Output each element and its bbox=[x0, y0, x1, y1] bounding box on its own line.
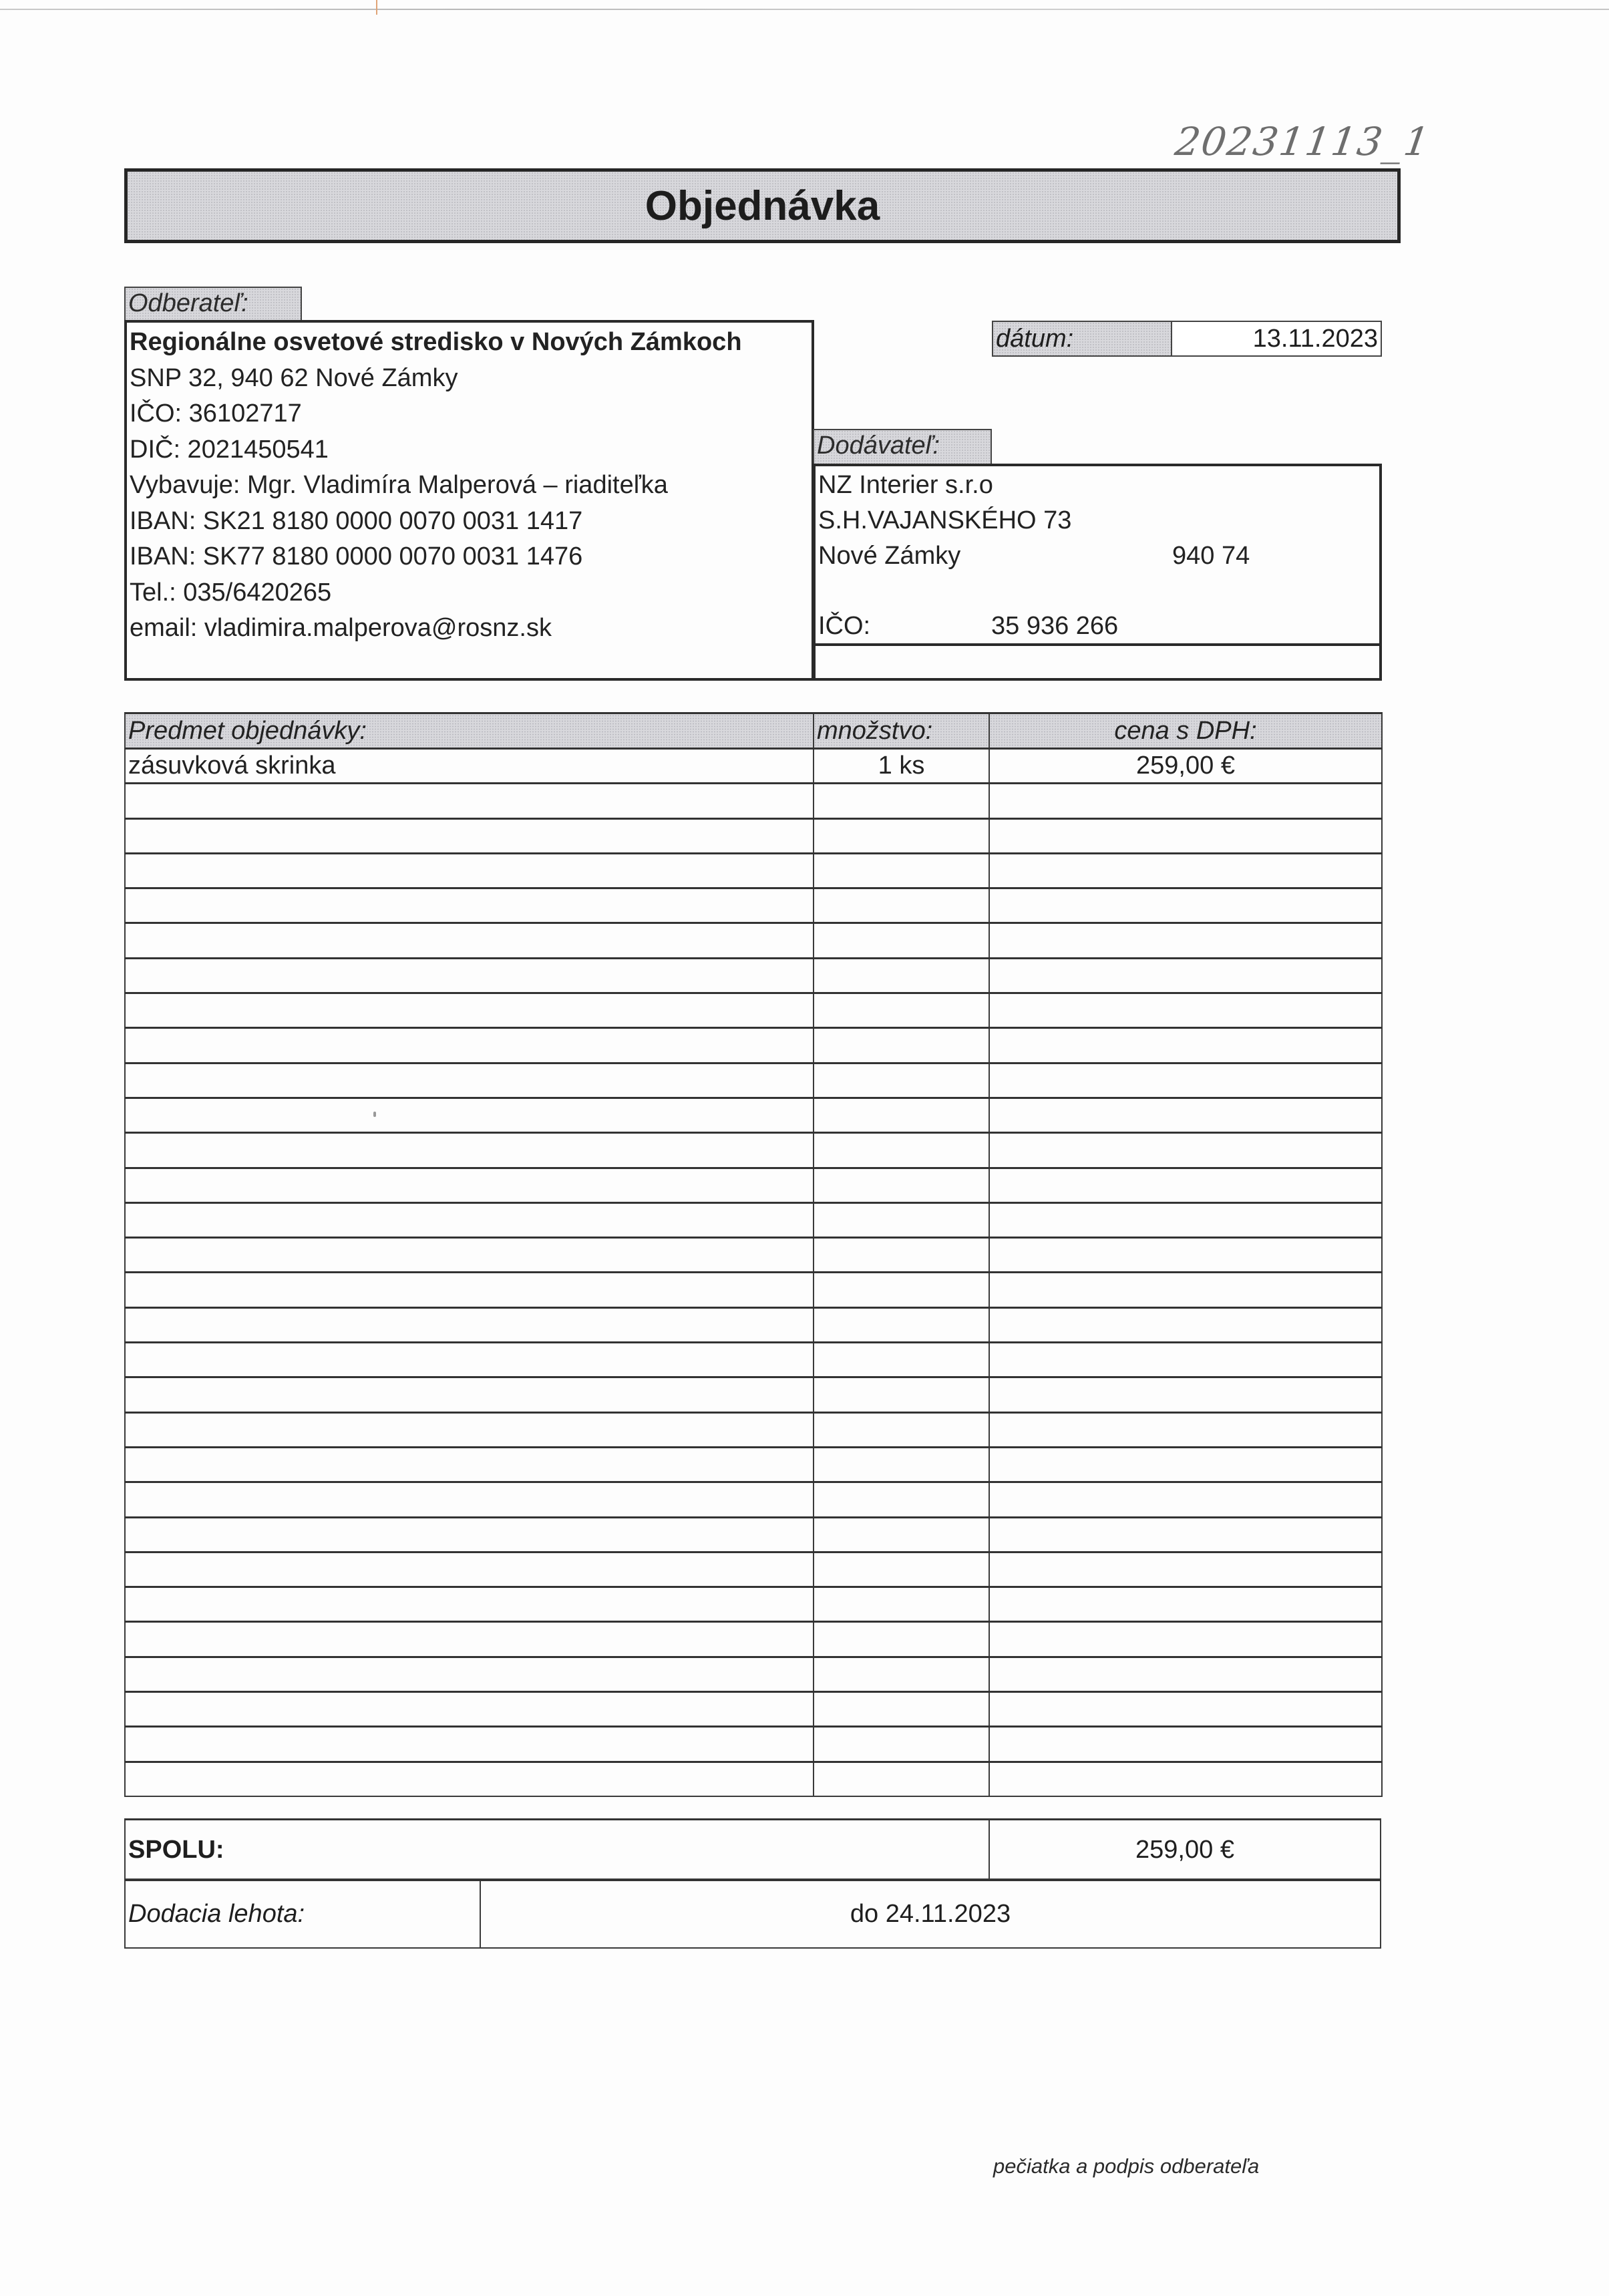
order-item-quantity-empty bbox=[814, 1412, 989, 1447]
order-item-quantity-empty bbox=[814, 1377, 989, 1412]
order-item-row-empty bbox=[125, 1762, 1382, 1796]
odberatel-iban-1: IBAN: SK21 8180 0000 0070 0031 1417 bbox=[130, 506, 583, 535]
datum-value: 13.11.2023 bbox=[1172, 322, 1381, 355]
order-item-row-empty bbox=[125, 1657, 1382, 1691]
order-item-row-empty bbox=[125, 1377, 1382, 1412]
order-item-row-empty bbox=[125, 993, 1382, 1028]
order-item-price-empty bbox=[989, 1692, 1382, 1727]
order-item-quantity-empty bbox=[814, 1133, 989, 1168]
order-item-quantity: 1 ks bbox=[814, 749, 989, 784]
odberatel-contact-person: Vybavuje: Mgr. Vladimíra Malperová – riaditeľka bbox=[130, 471, 668, 499]
odberatel-phone: Tel.: 035/6420265 bbox=[130, 578, 332, 607]
order-item-quantity-empty bbox=[814, 888, 989, 923]
order-item-quantity-empty bbox=[814, 784, 989, 818]
order-item-price-empty bbox=[989, 1447, 1382, 1482]
order-item-name-empty bbox=[125, 853, 814, 888]
order-item-quantity-empty bbox=[814, 1307, 989, 1342]
order-item-price-empty bbox=[989, 1517, 1382, 1552]
order-item-name-empty bbox=[125, 1098, 814, 1132]
header-price: cena s DPH: bbox=[989, 713, 1382, 749]
order-item-name-empty bbox=[125, 1482, 814, 1517]
order-item-price-empty bbox=[989, 1202, 1382, 1237]
order-item-price-empty bbox=[989, 958, 1382, 993]
order-item-row-empty bbox=[125, 1447, 1382, 1482]
order-item-row-empty bbox=[125, 1622, 1382, 1657]
order-item-price-empty bbox=[989, 1377, 1382, 1412]
order-item-quantity-empty bbox=[814, 1447, 989, 1482]
order-item-name-empty bbox=[125, 1727, 814, 1762]
order-item-price-empty bbox=[989, 1307, 1382, 1342]
document-title-banner bbox=[124, 168, 1401, 243]
scan-edge-mark bbox=[376, 0, 377, 15]
order-item-row-empty bbox=[125, 1552, 1382, 1587]
order-item-price-empty bbox=[989, 888, 1382, 923]
order-item-row-empty bbox=[125, 1727, 1382, 1762]
delivery-deadline-label: Dodacia lehota: bbox=[126, 1881, 481, 1947]
order-item-row-empty bbox=[125, 1517, 1382, 1552]
header-quantity: množstvo: bbox=[814, 713, 989, 749]
dodavatel-name: NZ Interier s.r.o bbox=[818, 471, 993, 499]
order-item-price-empty bbox=[989, 1762, 1382, 1796]
order-item-row-empty bbox=[125, 784, 1382, 818]
order-item-row bbox=[125, 749, 1382, 784]
header-item: Predmet objednávky: bbox=[125, 713, 814, 749]
order-item-quantity-empty bbox=[814, 923, 989, 958]
dodavatel-box-divider bbox=[816, 643, 1379, 646]
order-item-quantity-empty bbox=[814, 1202, 989, 1237]
order-item-price-empty bbox=[989, 1552, 1382, 1587]
order-item-name-empty bbox=[125, 993, 814, 1028]
datum-field bbox=[992, 321, 1382, 357]
order-item-row-empty bbox=[125, 1273, 1382, 1307]
odberatel-dic: DIČ: 2021450541 bbox=[130, 435, 329, 464]
total-label: SPOLU: bbox=[126, 1820, 990, 1878]
order-item-name-empty bbox=[125, 1377, 814, 1412]
order-item-name-empty bbox=[125, 1517, 814, 1552]
order-item-row-empty bbox=[125, 1168, 1382, 1202]
order-item-name-empty bbox=[125, 1692, 814, 1727]
order-item-row-empty bbox=[125, 958, 1382, 993]
odberatel-label: Odberateľ: bbox=[124, 287, 302, 320]
order-item-price-empty bbox=[989, 1098, 1382, 1132]
order-item-quantity-empty bbox=[814, 1098, 989, 1132]
order-item-name-empty bbox=[125, 818, 814, 853]
order-item-name-empty bbox=[125, 1238, 814, 1273]
dodavatel-street: S.H.VAJANSKÉHO 73 bbox=[818, 506, 1072, 534]
order-item-row-empty bbox=[125, 1133, 1382, 1168]
order-item-name-empty bbox=[125, 923, 814, 958]
order-item-price-empty bbox=[989, 923, 1382, 958]
order-item-row-empty bbox=[125, 888, 1382, 923]
odberatel-details-box bbox=[124, 320, 814, 681]
order-item-name-empty bbox=[125, 784, 814, 818]
dodavatel-details-box bbox=[813, 464, 1382, 681]
order-item-name-empty bbox=[125, 1622, 814, 1657]
order-item-row-empty bbox=[125, 1238, 1382, 1273]
order-item-row-empty bbox=[125, 1098, 1382, 1132]
order-item-name-empty bbox=[125, 1447, 814, 1482]
order-item-quantity-empty bbox=[814, 993, 989, 1028]
order-item-price-empty bbox=[989, 1587, 1382, 1622]
order-item-price-empty bbox=[989, 1622, 1382, 1657]
dodavatel-city: Nové Zámky bbox=[818, 542, 961, 570]
order-item-quantity-empty bbox=[814, 1273, 989, 1307]
order-item-price-empty bbox=[989, 1343, 1382, 1377]
order-item-quantity-empty bbox=[814, 1482, 989, 1517]
order-item-row-empty bbox=[125, 1202, 1382, 1237]
order-item-row-empty bbox=[125, 1028, 1382, 1063]
order-item-price-empty bbox=[989, 1482, 1382, 1517]
order-item-name-empty bbox=[125, 1273, 814, 1307]
order-item-name: zásuvková skrinka bbox=[125, 749, 814, 784]
order-item-quantity-empty bbox=[814, 958, 989, 993]
order-item-quantity-empty bbox=[814, 1028, 989, 1063]
dodavatel-postal-code: 940 74 bbox=[1172, 542, 1250, 570]
order-item-name-empty bbox=[125, 1168, 814, 1202]
signature-stamp-note: pečiatka a podpis odberateľa bbox=[993, 2154, 1260, 2178]
order-item-name-empty bbox=[125, 1063, 814, 1098]
order-item-price-empty bbox=[989, 1273, 1382, 1307]
order-item-quantity-empty bbox=[814, 1727, 989, 1762]
total-row bbox=[124, 1818, 1381, 1880]
order-item-name-empty bbox=[125, 1343, 814, 1377]
dodavatel-ico-label: IČO: bbox=[818, 612, 871, 640]
odberatel-address: SNP 32, 940 62 Nové Zámky bbox=[130, 363, 458, 392]
order-item-name-empty bbox=[125, 958, 814, 993]
dodavatel-ico-value: 35 936 266 bbox=[991, 612, 1119, 640]
datum-label: dátum: bbox=[993, 322, 1172, 355]
order-item-name-empty bbox=[125, 1133, 814, 1168]
order-item-row-empty bbox=[125, 818, 1382, 853]
order-item-name-empty bbox=[125, 1552, 814, 1587]
order-item-quantity-empty bbox=[814, 853, 989, 888]
order-item-quantity-empty bbox=[814, 1762, 989, 1796]
order-item-row-empty bbox=[125, 923, 1382, 958]
order-item-name-empty bbox=[125, 1202, 814, 1237]
order-item-price-empty bbox=[989, 1063, 1382, 1098]
order-item-quantity-empty bbox=[814, 1517, 989, 1552]
order-item-price-empty bbox=[989, 853, 1382, 888]
order-item-row-empty bbox=[125, 1063, 1382, 1098]
order-item-row-empty bbox=[125, 1307, 1382, 1342]
odberatel-ico: IČO: 36102717 bbox=[130, 399, 302, 428]
order-item-price-empty bbox=[989, 1657, 1382, 1691]
document-title: Objednávka bbox=[645, 182, 880, 229]
delivery-deadline-row bbox=[124, 1879, 1381, 1949]
order-item-row-empty bbox=[125, 1343, 1382, 1377]
order-item-price-empty bbox=[989, 1028, 1382, 1063]
odberatel-iban-2: IBAN: SK77 8180 0000 0070 0031 1476 bbox=[130, 542, 583, 570]
order-item-price: 259,00 € bbox=[989, 749, 1382, 784]
order-item-price-empty bbox=[989, 993, 1382, 1028]
order-item-name-empty bbox=[125, 888, 814, 923]
order-item-row-empty bbox=[125, 1412, 1382, 1447]
order-item-name-empty bbox=[125, 1307, 814, 1342]
dodavatel-label: Dodávateľ: bbox=[813, 429, 992, 464]
order-item-quantity-empty bbox=[814, 1657, 989, 1691]
order-item-price-empty bbox=[989, 1727, 1382, 1762]
order-item-price-empty bbox=[989, 1168, 1382, 1202]
order-item-name-empty bbox=[125, 1657, 814, 1691]
handwritten-reference-number: 20231113_1 bbox=[1172, 119, 1433, 164]
order-item-quantity-empty bbox=[814, 1343, 989, 1377]
scan-speck bbox=[373, 1112, 376, 1117]
order-item-price-empty bbox=[989, 1412, 1382, 1447]
order-items-header-row bbox=[125, 713, 1382, 749]
delivery-deadline-value: do 24.11.2023 bbox=[850, 1900, 1011, 1928]
order-item-price-empty bbox=[989, 818, 1382, 853]
order-item-row-empty bbox=[125, 1692, 1382, 1727]
total-value: 259,00 € bbox=[1135, 1836, 1234, 1864]
order-item-price-empty bbox=[989, 784, 1382, 818]
order-item-quantity-empty bbox=[814, 1168, 989, 1202]
order-item-quantity-empty bbox=[814, 1238, 989, 1273]
scan-edge-line bbox=[0, 9, 1609, 10]
odberatel-email: email: vladimira.malperova@rosnz.sk bbox=[130, 614, 552, 642]
order-item-row-empty bbox=[125, 1482, 1382, 1517]
order-item-quantity-empty bbox=[814, 1692, 989, 1727]
order-item-name-empty bbox=[125, 1028, 814, 1063]
order-item-name-empty bbox=[125, 1412, 814, 1447]
order-items-body bbox=[125, 749, 1382, 1796]
order-item-quantity-empty bbox=[814, 1587, 989, 1622]
order-item-name-empty bbox=[125, 1762, 814, 1796]
order-item-quantity-empty bbox=[814, 1063, 989, 1098]
order-item-name-empty bbox=[125, 1587, 814, 1622]
odberatel-name: Regionálne osvetové stredisko v Nových Zámkoch bbox=[130, 328, 742, 356]
order-item-quantity-empty bbox=[814, 1622, 989, 1657]
order-item-quantity-empty bbox=[814, 818, 989, 853]
order-item-price-empty bbox=[989, 1238, 1382, 1273]
order-item-row-empty bbox=[125, 1587, 1382, 1622]
order-items-table bbox=[124, 712, 1383, 1797]
order-item-row-empty bbox=[125, 853, 1382, 888]
order-item-quantity-empty bbox=[814, 1552, 989, 1587]
order-item-price-empty bbox=[989, 1133, 1382, 1168]
